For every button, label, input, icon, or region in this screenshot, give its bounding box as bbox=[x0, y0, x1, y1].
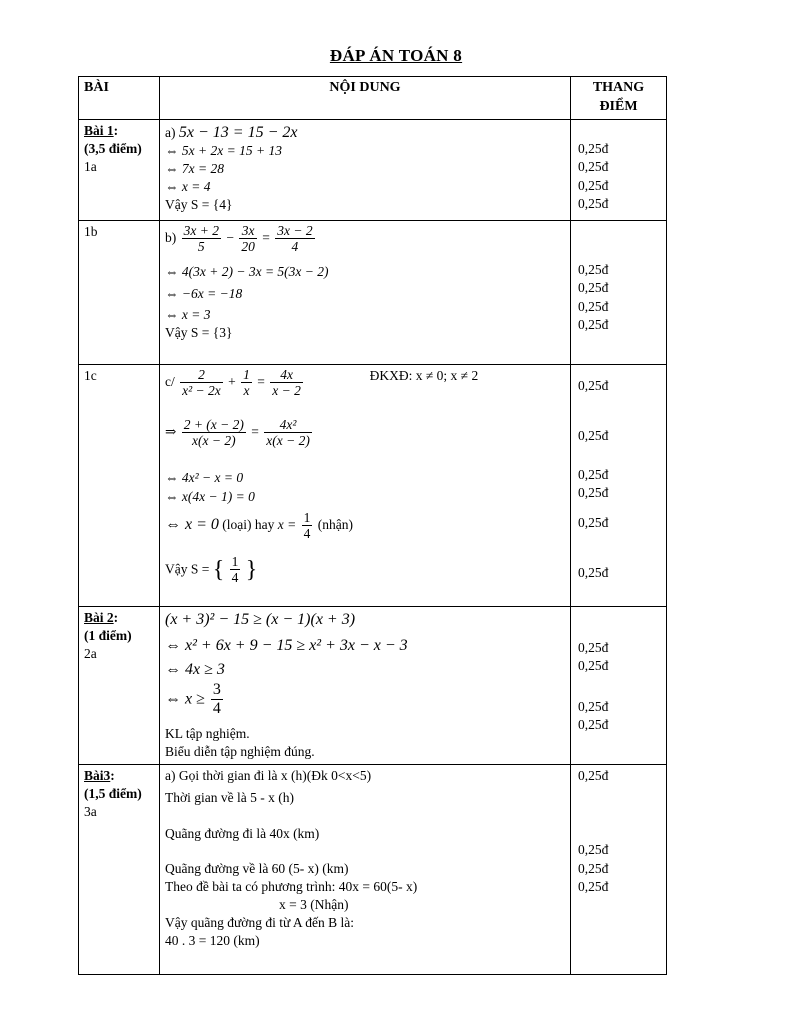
eq-1b-4: ⇔ x = 3 bbox=[165, 306, 211, 322]
table-row-2a bbox=[79, 606, 667, 764]
cell-score-1b bbox=[571, 220, 667, 364]
header-thang-diem bbox=[571, 77, 667, 120]
numerator: 4x bbox=[270, 367, 303, 384]
score: 0,25đ bbox=[578, 514, 609, 530]
cell-content-2a bbox=[160, 606, 571, 764]
conclusion-1b: Vậy S = {3} bbox=[165, 324, 233, 340]
cell-score-2a bbox=[571, 606, 667, 764]
numerator: 4x² bbox=[264, 417, 312, 434]
fraction bbox=[230, 554, 241, 586]
fraction bbox=[180, 367, 223, 399]
left-brace: { bbox=[212, 556, 225, 583]
text-3a-3: Quãng đường đi là 40x (km) bbox=[165, 825, 320, 841]
cell-bai-1 bbox=[79, 119, 160, 220]
header-diem: ĐIỂM bbox=[599, 98, 638, 114]
conclusion-1c: Vậy S = bbox=[165, 561, 210, 577]
score: 0,25đ bbox=[578, 298, 609, 314]
numerator: 3x + 2 bbox=[183, 222, 219, 238]
table-row-1c bbox=[79, 364, 667, 606]
header-noidung: NỘI DUNG bbox=[160, 77, 571, 120]
score: 0,25đ bbox=[578, 177, 609, 193]
right-brace: } bbox=[245, 556, 258, 583]
numerator: 3x bbox=[239, 223, 257, 240]
score: 0,25đ bbox=[578, 140, 609, 156]
eq-1a-1: 5x − 13 = 15 − 2x bbox=[178, 123, 298, 141]
header-row bbox=[79, 77, 667, 120]
eq-1a-2: ⇔ 5x + 2x = 15 + 13 bbox=[165, 142, 282, 158]
dkxd-condition: ĐKXĐ: x ≠ 0; x ≠ 2 bbox=[369, 367, 479, 383]
header-thang: THANG bbox=[592, 80, 645, 95]
eq-1b-2: ⇔ 4(3x + 2) − 3x = 5(3x − 2) bbox=[165, 263, 329, 279]
table-row-3a bbox=[79, 764, 667, 974]
score: 0,25đ bbox=[578, 658, 609, 674]
numerator: 3x − 2 bbox=[277, 222, 313, 238]
cell-bai-1b bbox=[79, 220, 160, 364]
score: 0,25đ bbox=[578, 842, 609, 858]
eq-1a-3: ⇔ 7x = 28 bbox=[165, 160, 224, 176]
table-row-1b bbox=[79, 220, 667, 364]
denominator: 4 bbox=[212, 700, 221, 718]
text-3a-1: a) Gọi thời gian đi là x (h)(Đk 0<x<5) bbox=[165, 767, 372, 783]
score: 0,25đ bbox=[578, 428, 609, 444]
loai-label: (loại) hay bbox=[222, 516, 275, 532]
fraction bbox=[182, 223, 221, 255]
bai-1-colon: : bbox=[113, 122, 119, 138]
fraction bbox=[211, 681, 223, 719]
eq-1c-3: ⇔ 4x² − x = 0 bbox=[165, 469, 244, 485]
implies-symbol: ⇒ bbox=[165, 423, 177, 439]
numerator: 1 bbox=[303, 509, 311, 525]
eq-1c-5: ⇔ x = 0 bbox=[165, 515, 219, 533]
score: 0,25đ bbox=[578, 466, 609, 482]
eq-1a-4: ⇔ x = 4 bbox=[165, 178, 211, 194]
denominator: x bbox=[243, 383, 250, 399]
score: 0,25đ bbox=[578, 485, 609, 501]
bai-3-label: Bài3 bbox=[84, 767, 111, 783]
eq-2a-2: ⇔ x² + 6x + 9 − 15 ≥ x² + 3x − x − 3 bbox=[165, 636, 408, 654]
fraction bbox=[182, 417, 246, 449]
numerator: 1 bbox=[243, 366, 250, 382]
fraction bbox=[275, 223, 314, 255]
header-bai: BÀI bbox=[79, 77, 160, 120]
cell-content-1c bbox=[160, 364, 571, 606]
denominator: x² − 2x bbox=[182, 383, 221, 399]
text-3a-4: Quãng đường về là 60 (5- x) (km) bbox=[165, 860, 349, 876]
fraction bbox=[264, 417, 312, 449]
bai-2-label: Bài 2 bbox=[84, 609, 114, 625]
text-3a-8: 40 . 3 = 120 (km) bbox=[165, 932, 260, 948]
score: 0,25đ bbox=[578, 280, 609, 296]
numerator: 1 bbox=[231, 553, 239, 569]
operator: − bbox=[226, 229, 234, 245]
conclusion-1a: Vậy S = {4} bbox=[165, 196, 233, 212]
denominator: 4 bbox=[303, 526, 311, 542]
bai-2-colon: : bbox=[113, 609, 119, 625]
text-3a-2: Thời gian về là 5 - x (h) bbox=[165, 789, 294, 805]
bai-1-points: (3,5 điểm) bbox=[84, 141, 142, 156]
bieu-dien: Biểu diễn tập nghiệm đúng. bbox=[165, 743, 315, 759]
denominator: x(x − 2) bbox=[191, 433, 236, 449]
score: 0,25đ bbox=[578, 879, 609, 895]
denominator: 20 bbox=[241, 239, 255, 255]
text-3a-6: x = 3 (Nhận) bbox=[279, 896, 349, 912]
bai-1c-sub: 1c bbox=[84, 367, 97, 383]
fraction bbox=[241, 367, 252, 399]
score: 0,25đ bbox=[578, 377, 609, 393]
denominator: x − 2 bbox=[272, 383, 301, 399]
kl-tap-nghiem: KL tập nghiệm. bbox=[165, 725, 250, 741]
score: 0,25đ bbox=[578, 698, 609, 714]
score: 0,25đ bbox=[578, 261, 609, 277]
fraction bbox=[239, 223, 257, 255]
operator: = bbox=[251, 423, 259, 439]
cell-score-3a bbox=[571, 764, 667, 974]
cell-content-3a bbox=[160, 764, 571, 974]
bai-2-sub: 2a bbox=[84, 646, 97, 662]
operator: = bbox=[262, 229, 270, 245]
prefix-a: a) bbox=[165, 124, 176, 140]
bai-2-points: (1 điểm) bbox=[84, 628, 132, 643]
prefix-c: c/ bbox=[165, 373, 175, 389]
bai-3-colon: : bbox=[110, 767, 115, 783]
score: 0,25đ bbox=[578, 565, 609, 581]
cell-bai-2 bbox=[79, 606, 160, 764]
eq-2a-1: (x + 3)² − 15 ≥ (x − 1)(x + 3) bbox=[165, 610, 356, 628]
cell-score-1c bbox=[571, 364, 667, 606]
nhan-label: (nhận) bbox=[317, 516, 353, 532]
text-3a-7: Vậy quãng đường đi từ A đến B là: bbox=[165, 914, 355, 930]
denominator: 4 bbox=[231, 570, 239, 586]
score: 0,25đ bbox=[578, 717, 609, 733]
denominator: 4 bbox=[291, 239, 299, 255]
bai-1-sub: 1a bbox=[84, 159, 97, 175]
denominator: 5 bbox=[197, 239, 205, 255]
operator: = bbox=[257, 373, 265, 389]
text-3a-5: Theo đề bài ta có phương trình: 40x = 60(5- x) bbox=[165, 878, 418, 894]
cell-content-1a bbox=[160, 119, 571, 220]
numerator: 3 bbox=[211, 681, 223, 700]
eq-2a-4: ⇔ x ≥ bbox=[165, 690, 205, 708]
cell-bai-3 bbox=[79, 764, 160, 974]
cell-bai-1c bbox=[79, 364, 160, 606]
operator: + bbox=[228, 373, 236, 389]
bai-1-label: Bài 1 bbox=[84, 122, 114, 138]
eq-2a-3: ⇔ 4x ≥ 3 bbox=[165, 660, 225, 678]
answer-table bbox=[78, 76, 667, 975]
score: 0,25đ bbox=[578, 860, 609, 876]
eq-1b-3: ⇔ −6x = −18 bbox=[165, 285, 243, 301]
cell-content-1b bbox=[160, 220, 571, 364]
bai-3-sub: 3a bbox=[84, 804, 97, 820]
x-equals: x = bbox=[277, 516, 297, 532]
cell-score-1a bbox=[571, 119, 667, 220]
score: 0,25đ bbox=[578, 767, 609, 783]
bai-3-points: (1,5 điểm) bbox=[84, 786, 142, 801]
numerator: 2 + (x − 2) bbox=[183, 416, 244, 432]
fraction bbox=[270, 367, 303, 399]
score: 0,25đ bbox=[578, 317, 609, 333]
eq-1c-4: ⇔ x(4x − 1) = 0 bbox=[165, 488, 255, 504]
denominator: x(x − 2) bbox=[266, 433, 310, 449]
page-title: ĐÁP ÁN TOÁN 8 bbox=[329, 46, 463, 65]
prefix-b: b) bbox=[165, 229, 177, 245]
table-row-1a bbox=[79, 119, 667, 220]
score: 0,25đ bbox=[578, 159, 609, 175]
fraction bbox=[302, 510, 313, 542]
score: 0,25đ bbox=[578, 639, 609, 655]
score: 0,25đ bbox=[578, 196, 609, 212]
bai-1b-sub: 1b bbox=[84, 223, 98, 239]
numerator: 2 bbox=[180, 367, 223, 384]
